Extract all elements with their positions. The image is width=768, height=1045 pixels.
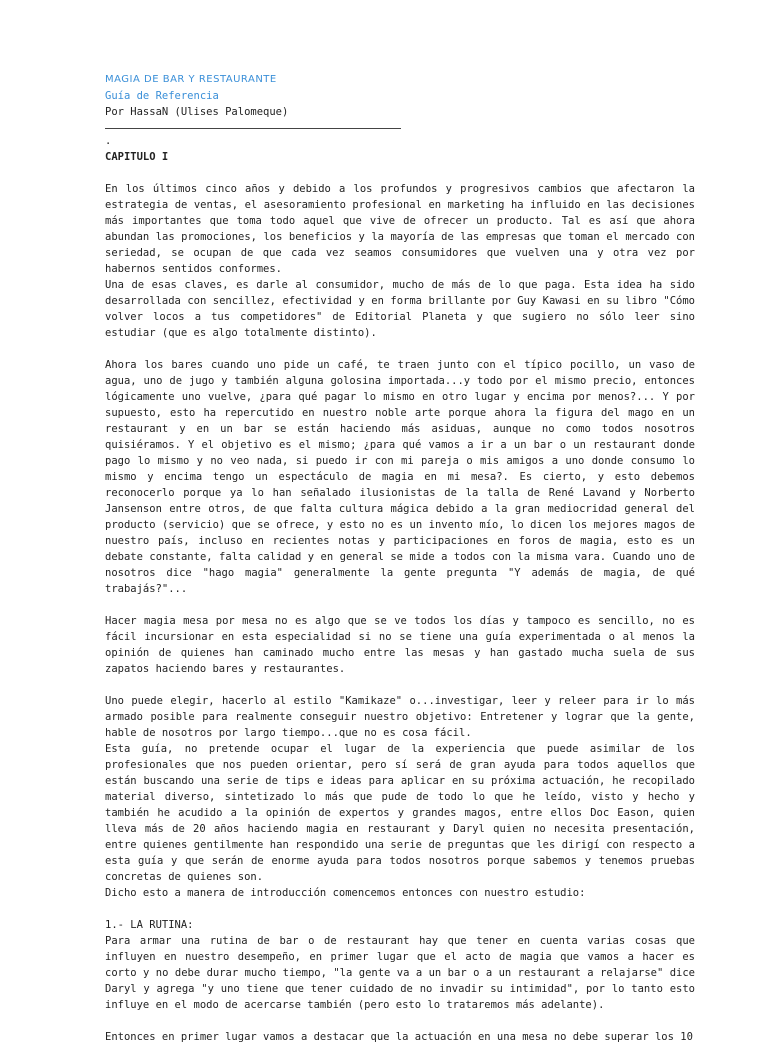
paragraph: Una de esas claves, es darle al consumidor, mucho de más de lo que paga. Esta idea ha sido desarrollada con sencillez, efectividad y en forma brillante por Guy Kawasi en su libro "Cómo volver locos a tus competidores" de Editorial Planeta y que sugiero no sólo leer sino estudiar (que es algo totalmente distinto). — [105, 279, 695, 339]
document-author: Por HassaN (Ulises Palomeque) — [105, 106, 289, 118]
document-body — [105, 181, 695, 1045]
paragraph: Ahora los bares cuando uno pide un café, te traen junto con el típico pocillo, un vaso de agua, uno de jugo y también alguna golosina importada...y todo por el mismo precio, entonces lógicamente uno vuelve, ¿para qué pagar lo mismo en otro lugar y encima por menos?... Y por supuesto, esto ha repercutido en nuestro noble arte porque ahora la figura del mago en un restaurant y en un bar se están haciendo más asiduas, aunque no como todos nosotros quisiéramos. Y el objetivo es el mismo; ¿para qué vamos a ir a un bar o un restaurant donde pago lo mismo y no veo nada, si puedo ir con mi pareja o mis amigos a uno donde consumo lo mismo y encima tengo un espectáculo de magia en mi mesa?. Es cierto, y esto debemos reconocerlo porque ya lo han señalado ilusionistas de la talla de René Lavand y Norberto Jansenson entre otros, de que falta cultura mágica debido a la gran mediocridad general del producto (servicio) que se ofrece, y esto no es un invento mío, lo dicen los mejores magos de nuestro país, incluso en recientes notas y participaciones en foros de magia, esto es un debate constante, falta calidad y en general se mide a todos con la misma vara. Cuando uno de nosotros dice "hago magia" generalmente la gente pregunta "Y además de magia, de qué trabajás?"... — [105, 359, 695, 595]
divider — [105, 128, 401, 129]
paragraph: Esta guía, no pretende ocupar el lugar de la experiencia que puede asimilar de los profesionales que nos pueden orientar, pero sí será de gran ayuda para todos aquellos que están buscando una serie de tips e ideas para aplicar en su próxima actuación, he recopilado material diverso, sintetizado lo más que pude de todo lo que he leído, visto y hecho y también he acudido a la opinión de expertos y grandes magos, entre ellos Doc Eason, quien lleva más de 20 años haciendo magia en restaurant y Daryl quien no necesita presentación, entre quienes gentilmente han respondido una serie de preguntas que les dirigí con respecto a esta guía y que serán de enorme ayuda para todos nosotros porque sabemos y tenemos pruebas concretas de quienes son. — [105, 743, 695, 883]
document-title: MAGIA DE BAR Y RESTAURANTE — [105, 74, 277, 85]
document-header — [105, 72, 288, 120]
paragraph: Hacer magia mesa por mesa no es algo que se ve todos los días y tampoco es sencillo, no es fácil incursionar en esta especialidad si no se tiene una guía experimentada o al menos la opinión de quienes han caminado mucho entre las mesas y han gastado mucha suela de sus zapatos haciendo bares y restaurantes. — [105, 615, 695, 675]
paragraph: Uno puede elegir, hacerlo al estilo "Kamikaze" o...investigar, leer y releer para ir lo más armado posible para realmente conseguir nuestro objetivo: Entretener y lograr que la gente, hable de nosotros por largo tiempo...que no es cosa fácil. — [105, 695, 695, 739]
paragraph: En los últimos cinco años y debido a los profundos y progresivos cambios que afectaron la estrategia de ventas, el asesoramiento profesional en marketing ha influido en las decisiones más importantes que toma todo aquel que vive de ofrecer un producto. Tal es así que ahora abundan las promociones, los beneficios y la mayoría de las empresas que toman el mercado con seriedad, se ocupan de que cada vez seamos consumidores que vuelven una y otra vez por habernos sentidos conformes. — [105, 183, 695, 275]
paragraph: Entonces en primer lugar vamos a destacar que la actuación en una mesa no debe superar los 10 — [105, 1031, 693, 1043]
document-subtitle: Guía de Referencia — [105, 90, 219, 102]
paragraph: Dicho esto a manera de introducción comencemos entonces con nuestro estudio: — [105, 887, 586, 899]
separator-dot: . — [105, 135, 112, 147]
chapter-heading: CAPITULO I — [105, 151, 169, 163]
section-heading: 1.- LA RUTINA: — [105, 919, 194, 931]
paragraph: Para armar una rutina de bar o de restaurant hay que tener en cuenta varias cosas que influyen en nuestro desempeño, en primer lugar que el acto de magia que vamos a hacer es corto y no debe durar mucho tiempo, "la gente va a un bar o a un restaurant a relajarse" dice Daryl y agrega "y uno tiene que tener cuidado de no invadir su intimidad", por lo tanto esto influye en el modo de acercarse también (pero esto lo trataremos más adelante). — [105, 935, 695, 1011]
